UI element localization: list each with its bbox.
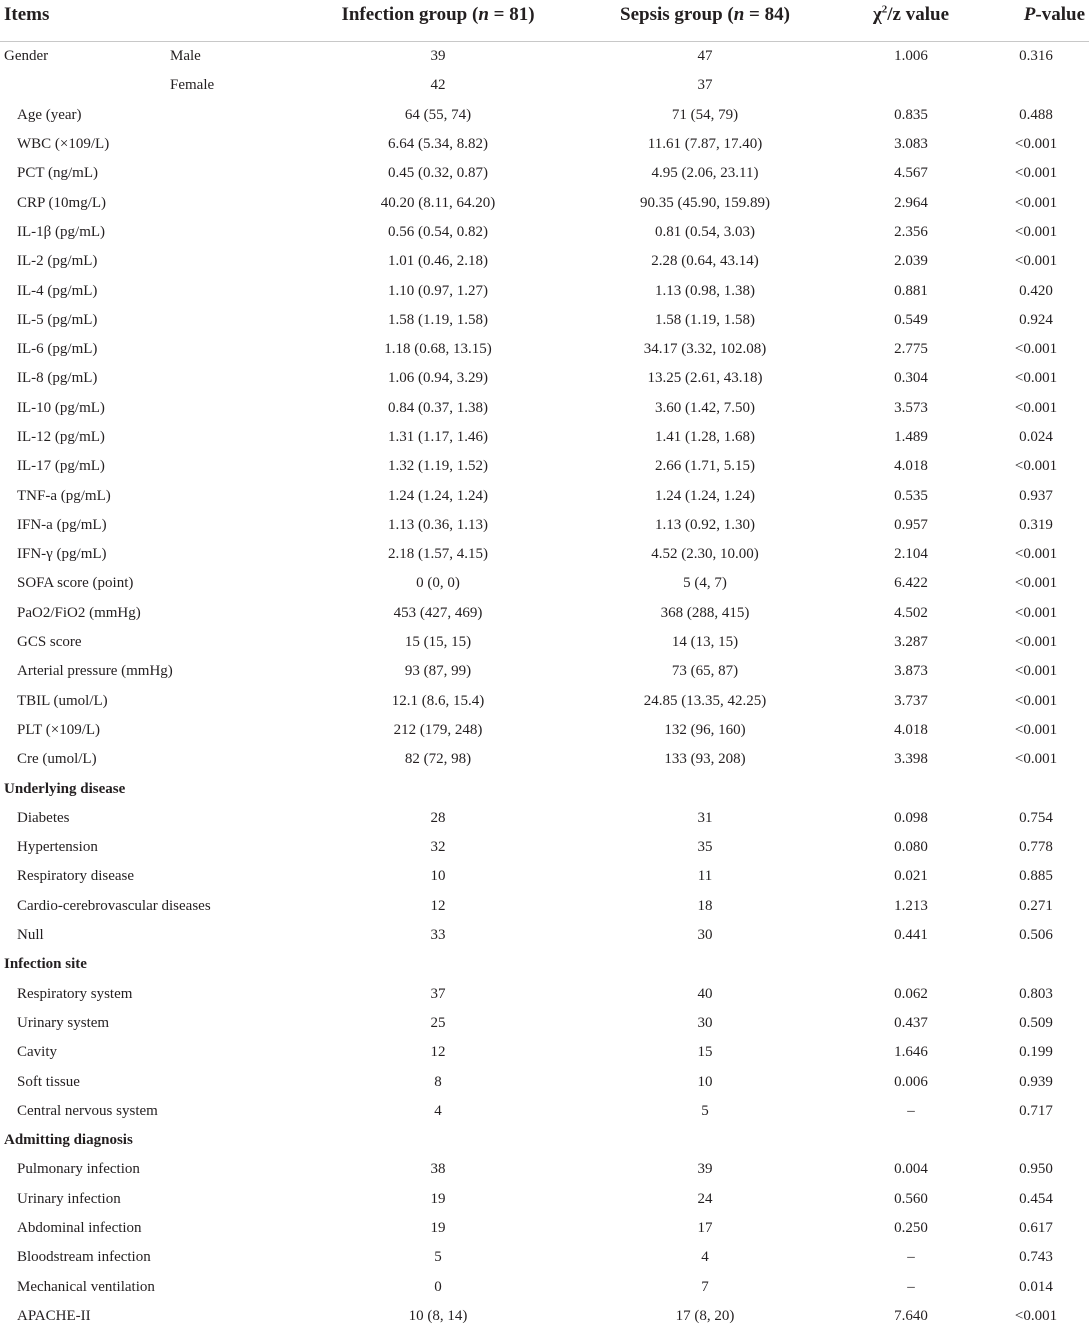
table-row — [0, 101, 1089, 130]
female-label: Female — [170, 77, 215, 94]
cell-infection: 10 (8, 14) — [408, 1307, 468, 1324]
row-label: IL-2 (pg/mL) — [17, 253, 98, 270]
cell-p-value: <0.001 — [1014, 253, 1058, 270]
cell-p-value: <0.001 — [1014, 575, 1058, 592]
cell-infection: 8 — [434, 1073, 442, 1090]
table-row — [0, 394, 1089, 423]
cell-sepsis: 30 — [697, 927, 713, 944]
row-label: SOFA score (point) — [17, 575, 134, 592]
cell-p-value: 0.319 — [1019, 516, 1053, 533]
cell-p-value: <0.001 — [1014, 370, 1058, 387]
cell-statistic: 0.535 — [894, 487, 928, 504]
cell-sepsis: 5 — [701, 1102, 709, 1119]
cell-statistic: 2.356 — [894, 223, 928, 240]
cell-infection: 38 — [430, 1161, 446, 1178]
cell-statistic: 0.304 — [894, 370, 928, 387]
cell-statistic: – — [907, 1249, 915, 1266]
row-label: IL-5 (pg/mL) — [17, 311, 98, 328]
cell-p-value: 0.014 — [1019, 1278, 1053, 1295]
cell-infection: 25 — [430, 1014, 446, 1031]
cell-infection: 12.1 (8.6, 15.4) — [391, 692, 485, 709]
cell-statistic: 1.213 — [894, 897, 928, 914]
cell-infection: 212 (179, 248) — [393, 721, 483, 738]
row-label: IL-1β (pg/mL) — [17, 223, 106, 240]
cell-p-value: <0.001 — [1014, 223, 1058, 240]
cell-infection: 2.18 (1.57, 4.15) — [388, 546, 488, 563]
row-label: Respiratory disease — [17, 868, 135, 885]
row-label: PCT (ng/mL) — [17, 165, 98, 182]
table-row — [0, 745, 1089, 774]
cell-statistic: 0.549 — [894, 311, 928, 328]
cell-statistic: 2.964 — [894, 194, 928, 211]
row-label: Abdominal infection — [17, 1220, 142, 1237]
row-label: CRP (10mg/L) — [17, 194, 107, 211]
table-row — [0, 980, 1089, 1009]
cell-sepsis: 40 — [697, 985, 713, 1002]
cell-sepsis: 1.13 (0.92, 1.30) — [655, 516, 755, 533]
cell-sepsis: 17 — [697, 1220, 713, 1237]
table-row — [0, 921, 1089, 950]
table-row — [0, 687, 1089, 716]
table-row — [0, 1067, 1089, 1096]
table-row — [0, 862, 1089, 891]
cell-sepsis: 34.17 (3.32, 102.08) — [643, 341, 767, 358]
cell-sepsis: 4 — [701, 1249, 709, 1266]
cell-p-value: 0.488 — [1019, 106, 1053, 123]
row-label: IL-4 (pg/mL) — [17, 282, 98, 299]
row-label: Bloodstream infection — [17, 1249, 151, 1266]
table-row — [0, 1185, 1089, 1214]
cell-statistic: – — [907, 1278, 915, 1295]
row-label: Respiratory system — [17, 985, 133, 1002]
header-items: Items — [0, 0, 305, 42]
table-row — [0, 1038, 1089, 1067]
cell-p-value: <0.001 — [1014, 692, 1058, 709]
table-row — [0, 364, 1089, 393]
cell-statistic: – — [907, 1102, 915, 1119]
cell-sepsis: 73 (65, 87) — [671, 663, 739, 680]
cell-infection: 19 — [430, 1220, 446, 1237]
cell-sepsis: 14 (13, 15) — [671, 634, 739, 651]
cell-p-value: <0.001 — [1014, 634, 1058, 651]
table-row — [0, 452, 1089, 481]
cell-sepsis: 47 — [697, 48, 713, 65]
table-row — [0, 247, 1089, 276]
cell-p-value: <0.001 — [1014, 194, 1058, 211]
row-label: Arterial pressure (mmHg) — [17, 663, 173, 680]
cell-p-value: 0.937 — [1019, 487, 1053, 504]
cell-p-value: 0.420 — [1019, 282, 1053, 299]
table-row — [0, 1155, 1089, 1184]
cell-p-value: <0.001 — [1014, 136, 1058, 153]
cell-statistic — [839, 71, 983, 100]
cell-statistic: 0.957 — [894, 516, 928, 533]
table-row — [0, 628, 1089, 657]
table-row — [0, 1214, 1089, 1243]
row-label: PaO2/FiO2 (mmHg) — [17, 604, 141, 621]
table-row — [0, 599, 1089, 628]
row-label: APACHE-II — [17, 1307, 91, 1324]
table-row — [0, 1097, 1089, 1126]
row-label: IFN-a (pg/mL) — [17, 516, 107, 533]
cell-infection: 64 (55, 74) — [404, 106, 472, 123]
row-label: Urinary infection — [17, 1190, 121, 1207]
row-label: TNF-a (pg/mL) — [17, 487, 111, 504]
section-header-row — [0, 1126, 1089, 1155]
section-header-row — [0, 774, 1089, 803]
row-label: PLT (×109/L) — [17, 721, 101, 738]
cell-infection: 6.64 (5.34, 8.82) — [388, 136, 488, 153]
cell-p-value: 0.454 — [1019, 1190, 1053, 1207]
cell-infection: 37 — [430, 985, 446, 1002]
row-label: IL-12 (pg/mL) — [17, 429, 105, 445]
cell-infection: 12 — [430, 1044, 446, 1061]
row-label: IL-6 (pg/mL) — [17, 341, 98, 358]
cell-infection: 1.06 (0.94, 3.29) — [388, 370, 488, 387]
table-row — [0, 1272, 1089, 1301]
header-infection-group: Infection group (n = 81) — [305, 0, 571, 42]
cell-statistic: 6.422 — [894, 575, 928, 592]
row-label: IL-10 (pg/mL) — [17, 399, 105, 416]
cell-sepsis: 0.81 (0.54, 3.03) — [655, 223, 755, 240]
cell-infection: 93 (87, 99) — [404, 663, 472, 680]
cell-infection: 10 — [430, 868, 446, 885]
cell-statistic: 1.646 — [894, 1044, 928, 1061]
cell-p-value: <0.001 — [1014, 663, 1058, 680]
cell-statistic: 0.004 — [894, 1161, 928, 1178]
cell-sepsis: 18 — [697, 897, 713, 914]
cell-sepsis: 71 (54, 79) — [671, 106, 739, 123]
cell-statistic: 3.287 — [894, 634, 928, 651]
row-label: Central nervous system — [17, 1102, 158, 1119]
cell-p-value: 0.506 — [1019, 927, 1053, 944]
cell-statistic: 1.006 — [894, 48, 928, 65]
cell-statistic: 0.062 — [894, 985, 928, 1002]
cell-p-value: 0.778 — [1019, 839, 1053, 856]
cell-sepsis: 1.24 (1.24, 1.24) — [655, 487, 755, 504]
cell-p-value: 0.024 — [1019, 429, 1053, 445]
cell-infection: 1.31 (1.17, 1.46) — [388, 429, 488, 445]
cell-sepsis: 30 — [697, 1014, 713, 1031]
cell-infection: 0.56 (0.54, 0.82) — [388, 223, 488, 240]
table-row-gender-female — [0, 71, 1089, 100]
cell-statistic: 1.489 — [894, 429, 928, 445]
cell-p-value: <0.001 — [1014, 546, 1058, 563]
cell-infection: 4 — [434, 1102, 442, 1119]
cell-infection: 28 — [430, 809, 446, 826]
cell-p-value: 0.617 — [1019, 1220, 1053, 1237]
cell-statistic: 3.398 — [894, 751, 928, 768]
cell-sepsis: 1.58 (1.19, 1.58) — [655, 311, 755, 328]
table-row — [0, 657, 1089, 686]
row-label: Cavity — [17, 1044, 57, 1061]
cell-p-value: <0.001 — [1014, 721, 1058, 738]
cell-statistic: 2.104 — [894, 546, 928, 563]
table-row — [0, 218, 1089, 247]
row-label: Soft tissue — [17, 1073, 80, 1090]
cell-sepsis: 15 — [697, 1044, 713, 1061]
cell-sepsis: 24.85 (13.35, 42.25) — [643, 692, 767, 709]
row-label — [0, 71, 305, 100]
cell-p-value: <0.001 — [1014, 165, 1058, 182]
row-label: Cardio-cerebrovascular diseases — [17, 897, 211, 914]
row-label: Diabetes — [17, 809, 70, 826]
cell-infection: 1.24 (1.24, 1.24) — [388, 487, 488, 504]
cell-p-value: <0.001 — [1014, 604, 1058, 621]
header-sepsis-group: Sepsis group (n = 84) — [571, 0, 839, 42]
cell-statistic: 4.502 — [894, 604, 928, 621]
cell-infection: 0 (0, 0) — [416, 575, 460, 592]
row-label: Cre (umol/L) — [17, 751, 97, 768]
table-row — [0, 335, 1089, 364]
cell-infection: 32 — [430, 839, 446, 856]
table-row — [0, 892, 1089, 921]
cell-infection: 15 (15, 15) — [404, 634, 472, 651]
cell-sepsis: 3.60 (1.42, 7.50) — [655, 399, 755, 416]
cell-p-value: 0.924 — [1019, 311, 1053, 328]
cell-statistic: 0.250 — [894, 1220, 928, 1237]
cell-sepsis: 132 (96, 160) — [664, 721, 746, 738]
gender-label: Gender — [4, 48, 49, 65]
cell-statistic: 4.018 — [894, 721, 928, 738]
cell-infection: 19 — [430, 1190, 446, 1207]
table-row — [0, 188, 1089, 217]
cell-infection: 1.32 (1.19, 1.52) — [388, 458, 488, 475]
cell-infection: 453 (427, 469) — [393, 604, 483, 621]
cell-infection: 1.18 (0.68, 13.15) — [384, 341, 492, 358]
section-title: Infection site — [4, 956, 87, 973]
row-label: Age (year) — [17, 106, 82, 123]
cell-sepsis: 13.25 (2.61, 43.18) — [647, 370, 763, 387]
cell-sepsis: 11 — [697, 868, 713, 885]
cell-statistic: 3.873 — [894, 663, 928, 680]
cell-infection: 39 — [430, 48, 446, 65]
cell-infection: 1.10 (0.97, 1.27) — [388, 282, 488, 299]
cell-statistic: 0.437 — [894, 1014, 928, 1031]
cell-sepsis: 1.13 (0.98, 1.38) — [655, 282, 755, 299]
table-row — [0, 833, 1089, 862]
row-label: IL-8 (pg/mL) — [17, 370, 98, 387]
row-label: Pulmonary infection — [17, 1161, 140, 1178]
row-label: TBIL (umol/L) — [17, 692, 108, 709]
cell-sepsis: 10 — [697, 1073, 713, 1090]
cell-p-value: 0.509 — [1019, 1014, 1053, 1031]
cell-p-value: 0.717 — [1019, 1102, 1053, 1119]
cell-sepsis: 5 (4, 7) — [683, 575, 727, 592]
row-label: Null — [17, 927, 44, 944]
cell-sepsis: 37 — [697, 77, 713, 94]
cell-sepsis: 11.61 (7.87, 17.40) — [647, 136, 763, 153]
cell-sepsis: 368 (288, 415) — [660, 604, 750, 621]
table-row — [0, 540, 1089, 569]
cell-sepsis: 90.35 (45.90, 159.89) — [640, 194, 770, 211]
cell-sepsis: 31 — [697, 809, 713, 826]
table-row — [0, 804, 1089, 833]
cell-statistic: 0.835 — [894, 106, 928, 123]
cell-p-value: 0.199 — [1019, 1044, 1053, 1061]
cell-statistic: 0.560 — [894, 1190, 928, 1207]
male-label: Male — [170, 48, 201, 64]
cell-sepsis: 35 — [697, 839, 713, 856]
cell-infection: 1.13 (0.36, 1.13) — [388, 516, 488, 533]
cell-p-value: 0.754 — [1019, 809, 1053, 826]
row-label: GCS score — [17, 634, 82, 651]
cell-p-value: 0.271 — [1019, 897, 1053, 914]
cell-statistic: 7.640 — [894, 1307, 928, 1324]
cell-infection: 1.01 (0.46, 2.18) — [388, 253, 488, 270]
cell-statistic: 2.039 — [894, 253, 928, 270]
cell-statistic: 3.083 — [894, 136, 928, 153]
table-row — [0, 716, 1089, 745]
table-row — [0, 1302, 1089, 1331]
section-title: Admitting diagnosis — [4, 1132, 133, 1149]
row-label: IFN-γ (pg/mL) — [17, 546, 107, 563]
cell-p-value: 0.743 — [1019, 1249, 1053, 1266]
row-label: Urinary system — [17, 1014, 110, 1031]
cell-infection: 0 — [434, 1278, 442, 1295]
cell-sepsis: 1.41 (1.28, 1.68) — [655, 429, 755, 445]
table-row — [0, 306, 1089, 335]
row-label: WBC (×109/L) — [17, 136, 110, 153]
table-row — [0, 276, 1089, 305]
header-row — [0, 0, 1089, 42]
cell-p-value: 0.950 — [1019, 1161, 1053, 1178]
cell-p-value — [983, 71, 1089, 100]
cell-infection: 42 — [430, 77, 446, 94]
row-label — [0, 42, 305, 72]
cell-statistic: 0.006 — [894, 1073, 928, 1090]
cell-p-value: 0.803 — [1019, 985, 1053, 1002]
cell-statistic: 3.737 — [894, 692, 928, 709]
cell-infection: 12 — [430, 897, 446, 914]
cell-statistic: 4.567 — [894, 165, 928, 182]
cell-sepsis: 7 — [701, 1278, 709, 1295]
cell-p-value: <0.001 — [1014, 1307, 1058, 1324]
header-statistic: $\chi^2/z$ value — [839, 0, 983, 42]
cell-sepsis: 2.28 (0.64, 43.14) — [651, 253, 759, 270]
cell-statistic: 0.080 — [894, 839, 928, 856]
table-row — [0, 159, 1089, 188]
cell-p-value: 0.939 — [1019, 1073, 1053, 1090]
table-row — [0, 423, 1089, 452]
cell-infection: 0.84 (0.37, 1.38) — [388, 399, 488, 416]
table-row — [0, 481, 1089, 510]
cell-statistic: 4.018 — [894, 458, 928, 475]
cell-sepsis: 4.52 (2.30, 10.00) — [651, 546, 759, 563]
section-header-row — [0, 950, 1089, 979]
header-p-value: P-value — [983, 0, 1089, 42]
cell-sepsis: 17 (8, 20) — [675, 1307, 735, 1324]
table-row-gender-male — [0, 42, 1089, 72]
cell-statistic: 2.775 — [894, 341, 928, 358]
cell-statistic: 0.441 — [894, 927, 928, 944]
cell-infection: 33 — [430, 927, 446, 944]
row-label: Hypertension — [17, 839, 98, 856]
table-row — [0, 1243, 1089, 1272]
cell-infection: 5 — [434, 1249, 442, 1266]
cell-statistic: 3.573 — [894, 399, 928, 416]
cell-infection: 40.20 (8.11, 64.20) — [380, 194, 496, 211]
cell-p-value: <0.001 — [1014, 751, 1058, 768]
cell-p-value: 0.316 — [1019, 48, 1053, 65]
row-label: Mechanical ventilation — [17, 1278, 155, 1295]
section-title: Underlying disease — [4, 780, 126, 797]
table-row — [0, 1009, 1089, 1038]
cell-sepsis: 4.95 (2.06, 23.11) — [651, 165, 759, 182]
cell-statistic: 0.881 — [894, 282, 928, 299]
cell-sepsis: 24 — [697, 1190, 713, 1207]
table-row — [0, 511, 1089, 540]
cell-p-value: <0.001 — [1014, 399, 1058, 416]
cell-sepsis: 2.66 (1.71, 5.15) — [655, 458, 755, 475]
cell-statistic: 0.098 — [894, 809, 928, 826]
cell-p-value: 0.885 — [1019, 868, 1053, 885]
table-row — [0, 569, 1089, 598]
table-row — [0, 130, 1089, 159]
cell-infection: 1.58 (1.19, 1.58) — [388, 311, 488, 328]
cell-p-value: <0.001 — [1014, 341, 1058, 358]
cell-sepsis: 133 (93, 208) — [664, 751, 746, 768]
cell-sepsis: 39 — [697, 1161, 713, 1178]
cell-statistic: 0.021 — [894, 868, 928, 885]
cell-infection: 82 (72, 98) — [404, 751, 472, 768]
cell-p-value: <0.001 — [1014, 458, 1058, 475]
row-label: IL-17 (pg/mL) — [17, 458, 105, 475]
cell-infection: 0.45 (0.32, 0.87) — [388, 165, 488, 182]
